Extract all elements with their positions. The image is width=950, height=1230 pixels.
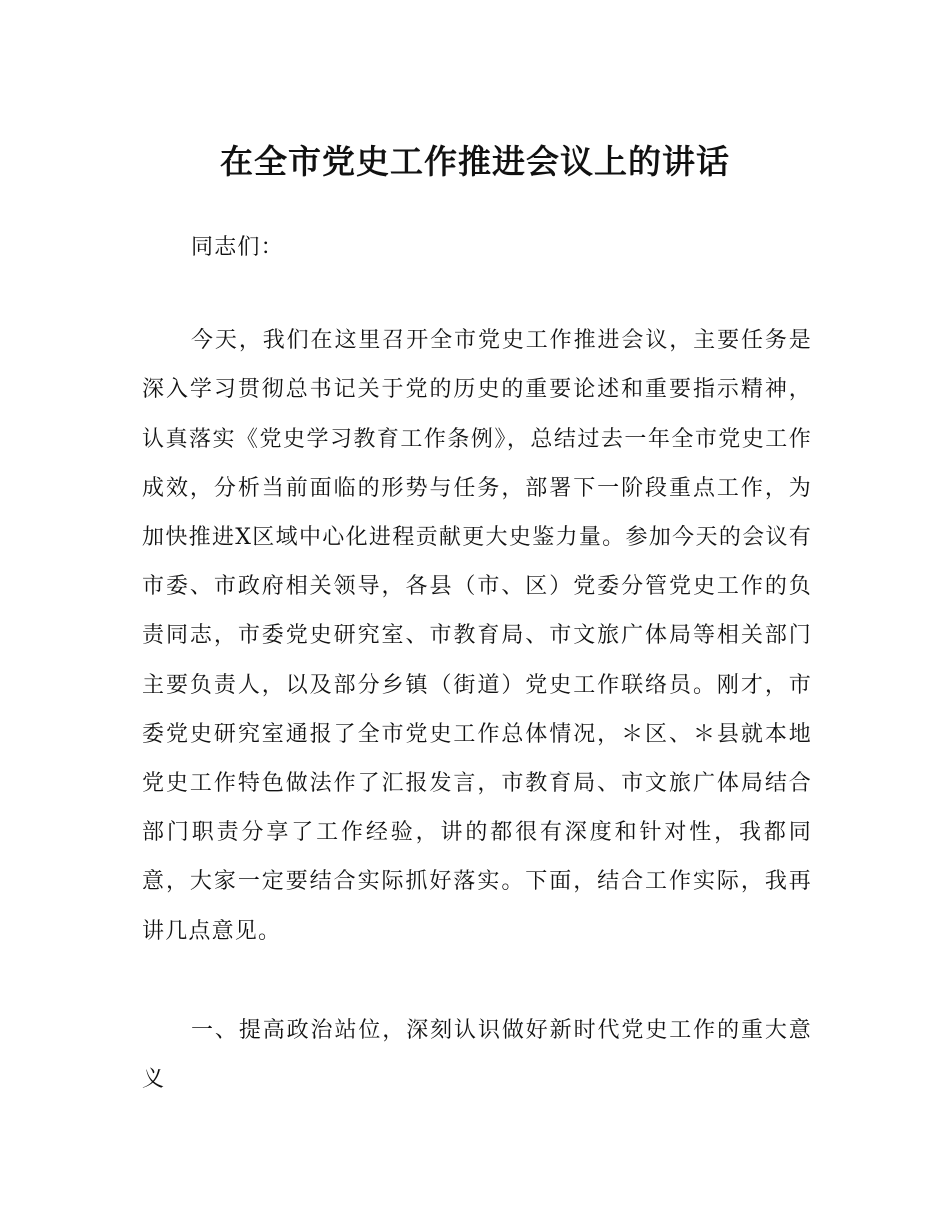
opening-paragraph: 今天，我们在这里召开全市党史工作推进会议，主要任务是深入学习贯彻总书记关于党的历史的重要论述和重要指示精神，认真落实《党史学习教育工作条例》，总结过去一年全市党史工作成效，分析当前面临的形势与任务，部署下一阶段重点工作，为加快推进X区域中心化进程贡献更大史鉴力量。参加今天的会议有市委、市政府相关领导，各县（市、区）党委分管党史工作的负责同志，市委党史研究室、市教育局、市文旅广体局等相关部门主要负责人，以及部分乡镇（街道）党史工作联络员。刚才，市委党史研究室通报了全市党史工作总体情况，＊区、＊县就本地党史工作特色做法作了汇报发言，市教育局、市文旅广体局结合部门职责分享了工作经验，讲的都很有深度和针对性，我都同意，大家一定要结合实际抓好落实。下面，结合工作实际，我再讲几点意见。	[142, 328, 812, 944]
section-heading: 一、提高政治站位，深刻认识做好新时代党史工作的重大意义	[142, 1017, 812, 1093]
document-body	[142, 223, 812, 1104]
greeting: 同志们：	[191, 235, 284, 260]
document-title: 在全市党史工作推进会议上的讲话	[220, 142, 730, 182]
